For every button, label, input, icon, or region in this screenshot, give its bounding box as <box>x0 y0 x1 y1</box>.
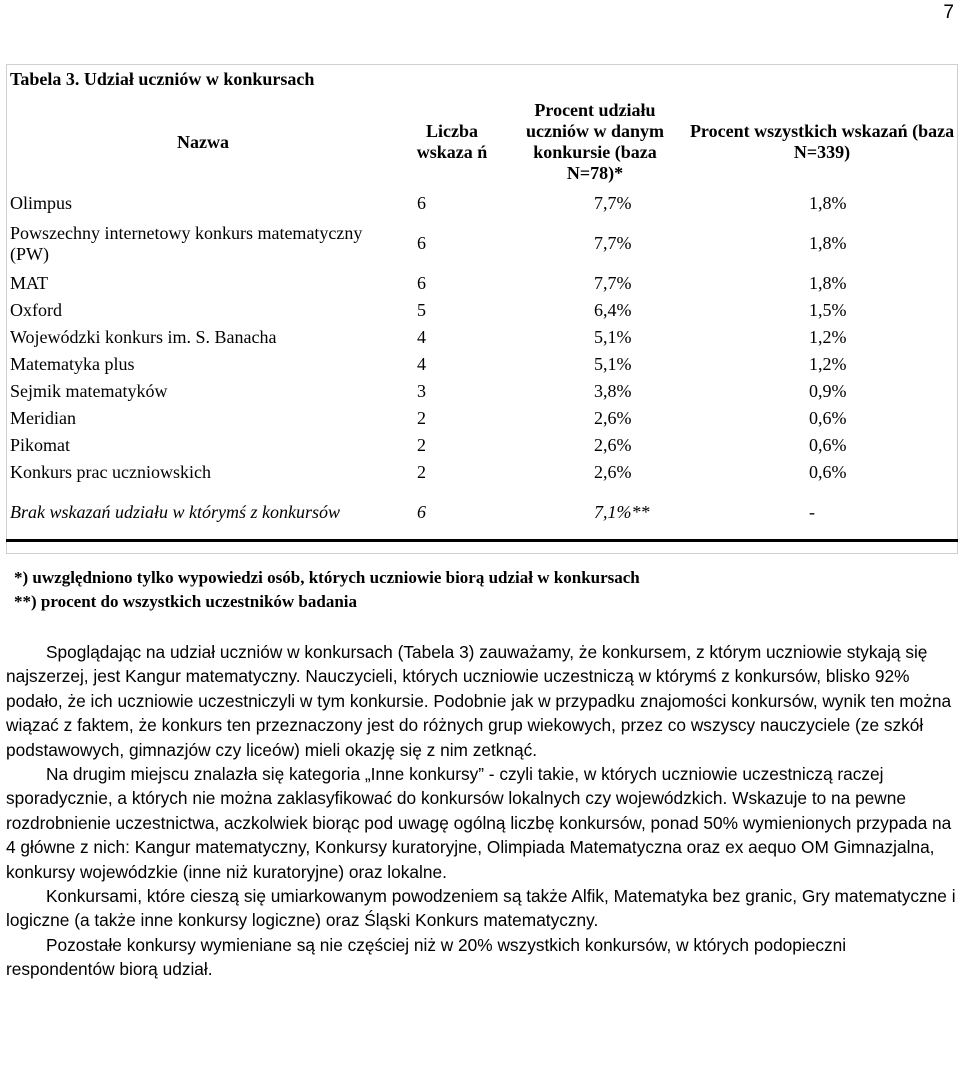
cell-count: 6 <box>417 193 426 213</box>
cell-all: 1,8% <box>809 233 847 253</box>
table-row <box>6 297 958 324</box>
cell-pct: 6,4% <box>594 300 632 320</box>
cell-count: 4 <box>417 327 426 347</box>
cell-count: 5 <box>417 300 426 320</box>
table-notes <box>14 566 640 614</box>
cell-all: - <box>682 486 958 541</box>
cell-count: 2 <box>417 462 426 482</box>
contests-table <box>6 64 958 542</box>
table-row <box>6 405 958 432</box>
cell-all: 0,6% <box>809 435 847 455</box>
cell-count: 3 <box>417 381 426 401</box>
table-row <box>6 486 958 541</box>
header-pct-all: Procent wszystkich wskazań (baza N=339) <box>689 121 955 162</box>
cell-all: 1,8% <box>809 273 847 293</box>
paragraph-2: Na drugim miejscu znalazła się kategoria „Inne konkursy” - czyli takie, w których uczniowie uczestniczą raczej sporadycznie, a których nie można zaklasyfikować do konkursów lokalnych czy wojewódzkich. Wskazuje to na pewne rozdrobnienie uczestnictwa, aczkolwiek biorąc pod uwagę ogólną liczbę konkursów, ponad 50% wymienionych przypada na 4 główne z nich: Kangur matematyczny, Konkursy kuratoryjne, Olimpiada Matematyczna oraz ex aequo OM Gimnazjalna, konkursy wojewódzkie (inne niż kuratoryjne) oraz lokalne. <box>6 764 952 882</box>
cell-count: 6 <box>417 273 426 293</box>
cell-all: 0,6% <box>809 462 847 482</box>
cell-all: 1,5% <box>809 300 847 320</box>
table-row <box>6 324 958 351</box>
header-name: Nazwa <box>177 131 229 152</box>
header-pct-participants: Procent udziału uczniów w danym konkursie (baza N=78)* <box>525 100 664 183</box>
cell-name: Matematyka plus <box>10 354 135 374</box>
cell-name: Pikomat <box>10 435 71 455</box>
table-container <box>6 64 958 542</box>
cell-pct: 5,1% <box>594 354 632 374</box>
paragraph-4: Pozostałe konkursy wymieniane są nie częściej niż w 20% wszystkich konkursów, w których podopieczni respondentów biorą udział. <box>6 934 847 980</box>
cell-all: 0,6% <box>809 408 847 428</box>
cell-name: Brak wskazań udziału w którymś z konkursów <box>6 486 396 541</box>
cell-pct: 7,7% <box>594 193 632 213</box>
cell-all: 1,2% <box>809 354 847 374</box>
cell-pct: 2,6% <box>594 408 632 428</box>
cell-pct: 2,6% <box>594 462 632 482</box>
note-2: **) procent do wszystkich uczestników badania <box>14 592 358 611</box>
cell-name: Powszechny internetowy konkurs matematyczny (PW) <box>10 222 363 264</box>
cell-count: 6 <box>417 233 426 253</box>
table-row <box>6 190 958 217</box>
cell-pct: 5,1% <box>594 327 632 347</box>
cell-pct: 3,8% <box>594 381 632 401</box>
table-caption-row <box>6 64 958 94</box>
header-count: Liczba wskaza ń <box>416 121 488 162</box>
cell-name: Konkurs prac uczniowskich <box>10 462 211 482</box>
table-row <box>6 378 958 405</box>
cell-count: 2 <box>417 408 426 428</box>
cell-name: Olimpus <box>10 193 73 213</box>
table-caption: Tabela 3. Udział uczniów w konkursach <box>10 68 315 89</box>
cell-name: Oxford <box>10 300 62 320</box>
table-row <box>6 217 958 270</box>
cell-pct: 7,7% <box>594 273 632 293</box>
cell-count: 4 <box>417 354 426 374</box>
table-row <box>6 432 958 459</box>
table-row <box>6 270 958 297</box>
cell-pct: 7,7% <box>594 233 632 253</box>
table-header-row <box>6 94 958 190</box>
cell-name: Wojewódzki konkurs im. S. Banacha <box>10 327 277 347</box>
table-row <box>6 459 958 486</box>
page-number: 7 <box>943 2 954 23</box>
cell-name: Sejmik matematyków <box>10 381 168 401</box>
cell-count: 2 <box>417 435 426 455</box>
paragraph-1: Spoglądając na udział uczniów w konkursach (Tabela 3) zauważamy, że konkursem, z którym uczniowie stykają się najszerzej, jest Kangur matematyczny. Nauczycieli, których uczniowie uczestniczą w którymś z konkursów, blisko 92% podało, że ich uczniowie uczestniczyli w tym konkursie. Podobnie jak w przypadku znajomości konkursów, wynik ten można wiązać z faktem, że konkurs ten przeznaczony jest do różnych grup wiekowych, przez co wszyscy nauczyciele (ze szkół podstawowych, gimnazjów czy liceów) mieli okazję się z nim zetknąć. <box>6 642 952 760</box>
cell-all: 1,8% <box>809 193 847 213</box>
cell-pct: 2,6% <box>594 435 632 455</box>
paragraph-3: Konkursami, które cieszą się umiarkowanym powodzeniem są także Alfik, Matematyka bez granic, Gry matematyczne i logiczne (a także inne konkursy logiczne) oraz Śląski Konkurs matematyczny. <box>6 886 956 931</box>
cell-name: Meridian <box>10 408 76 428</box>
note-1: *) uwzględniono tylko wypowiedzi osób, których uczniowie biorą udział w konkursach <box>14 568 640 587</box>
body-text <box>6 640 956 982</box>
cell-all: 0,9% <box>809 381 847 401</box>
cell-name: MAT <box>10 273 49 293</box>
cell-all: 1,2% <box>809 327 847 347</box>
cell-pct: 7,1%** <box>504 486 682 541</box>
table-row <box>6 351 958 378</box>
cell-count: 6 <box>396 486 504 541</box>
